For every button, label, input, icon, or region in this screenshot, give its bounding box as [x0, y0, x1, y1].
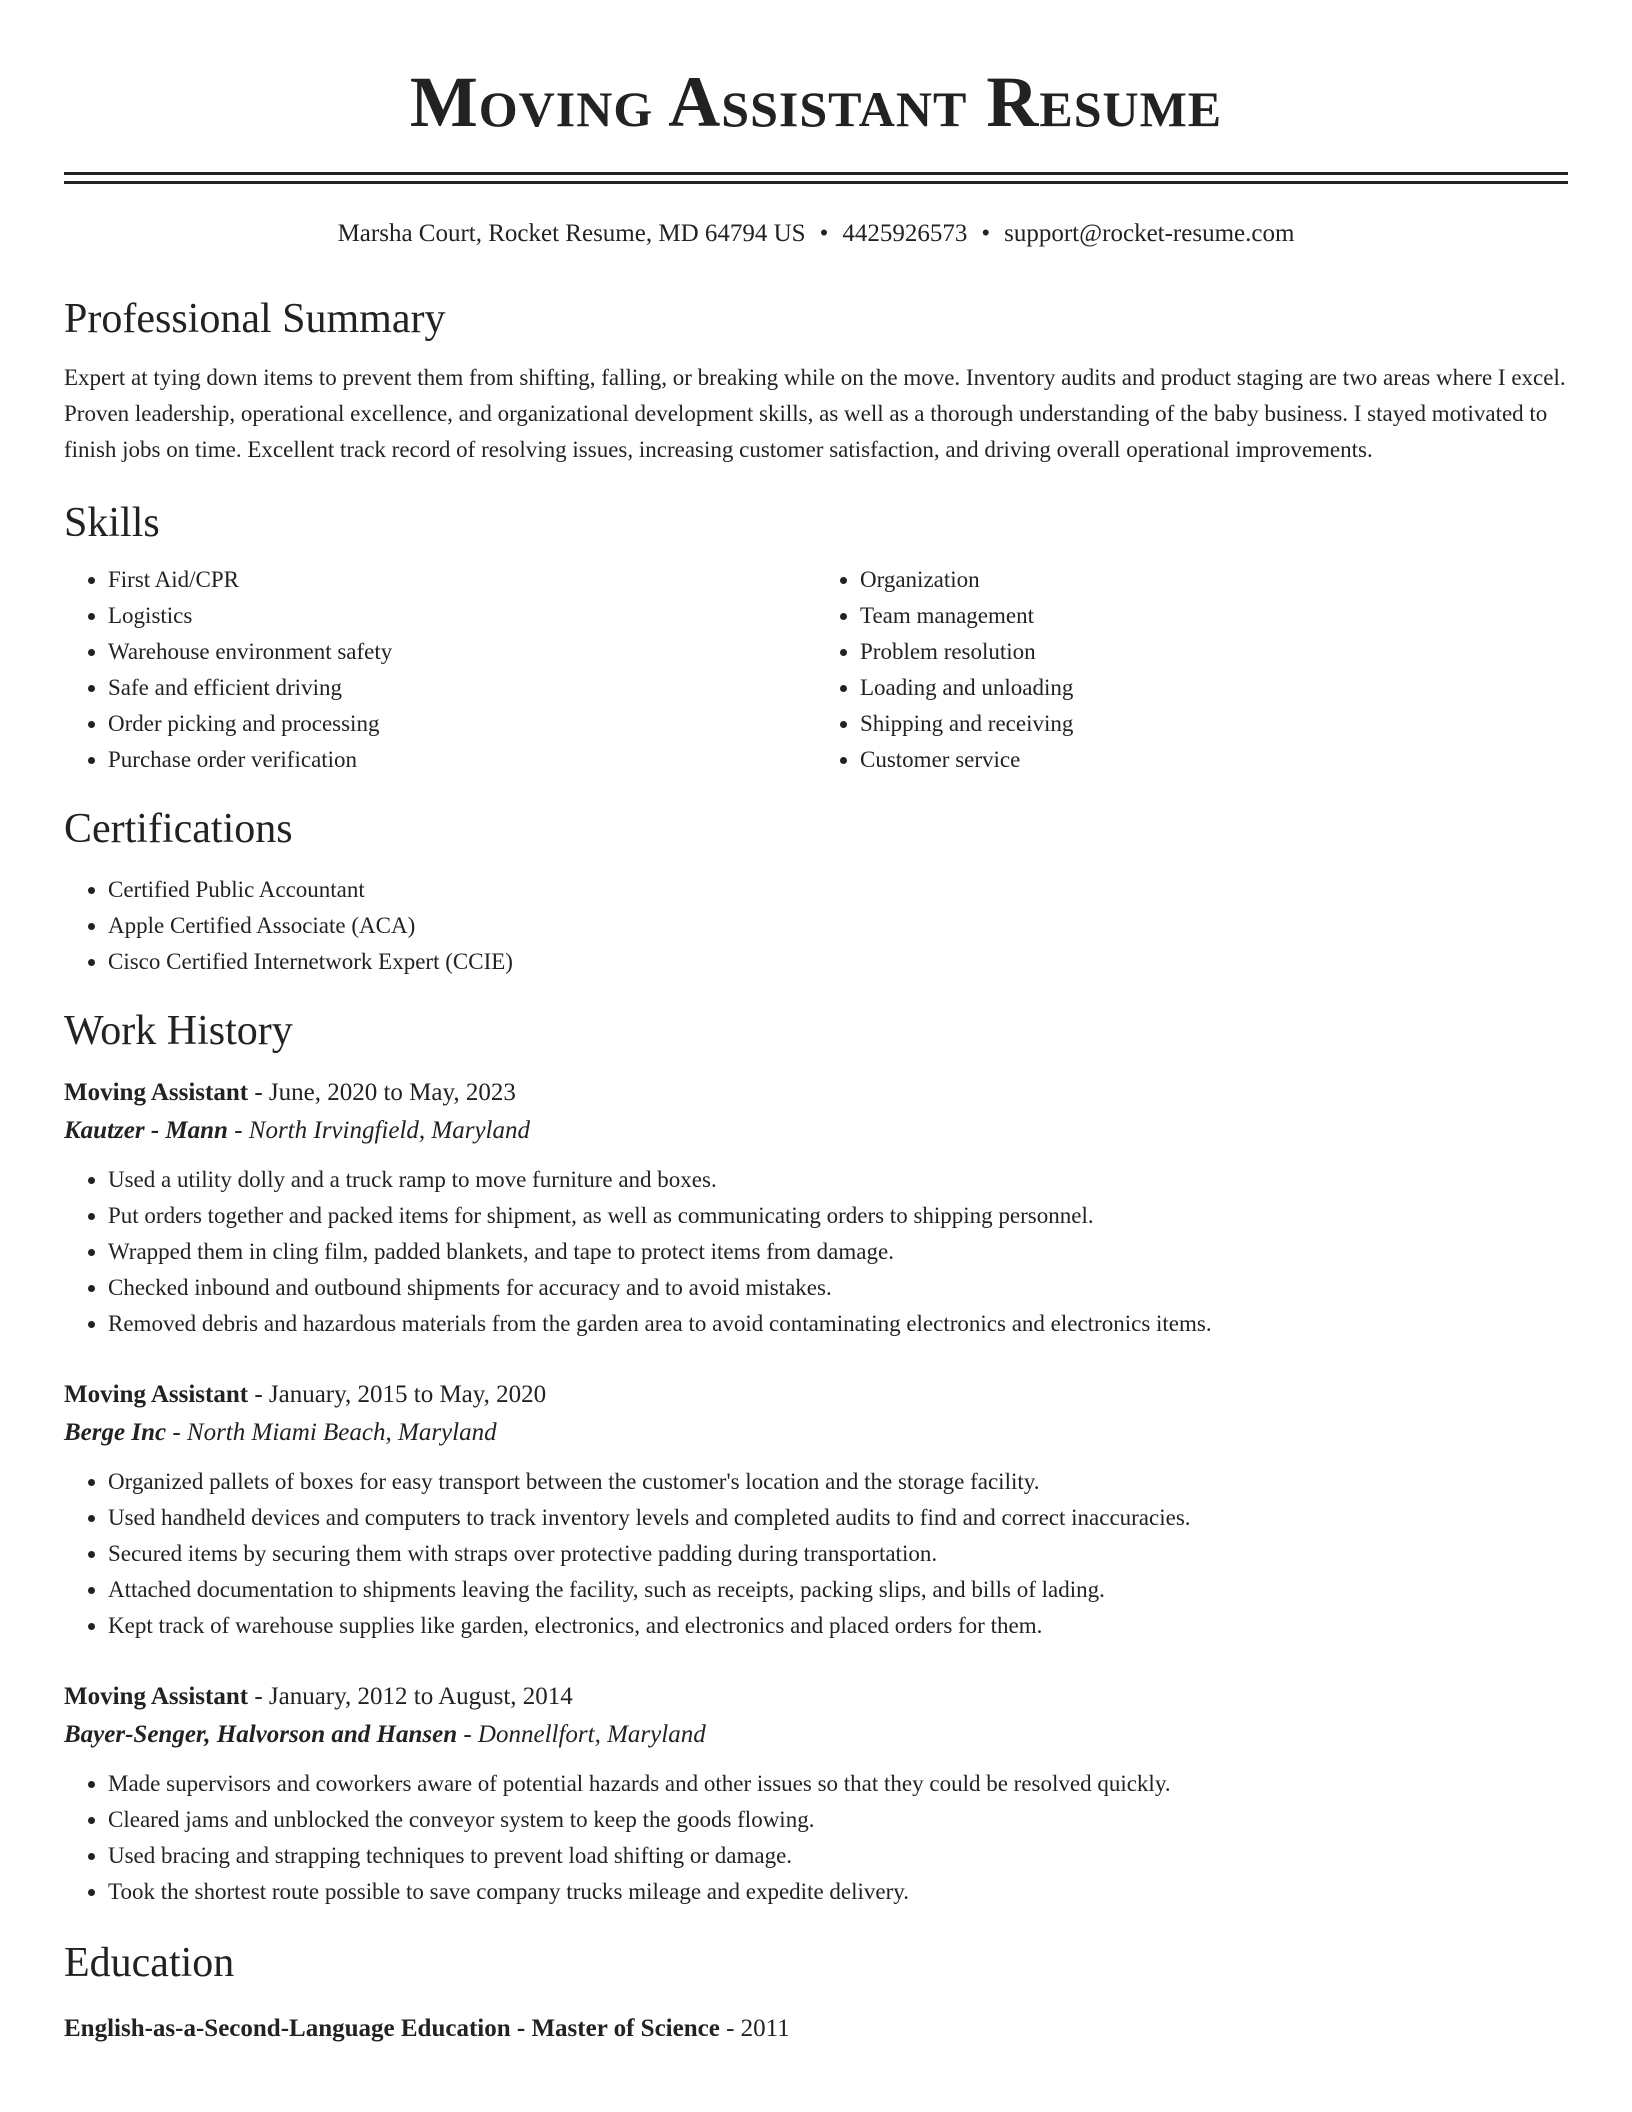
certification-item: • Cisco Certified Internetwork Expert (CCIE): [108, 944, 1568, 980]
contact-line: [64, 218, 1568, 250]
job-bullet: • Used handheld devices and computers to track inventory levels and completed audits to find and correct inaccuracies.: [108, 1500, 1568, 1536]
skill-item: • Order picking and processing: [108, 706, 816, 742]
job-entry: [64, 1376, 1568, 1644]
job-bullet: • Kept track of warehouse supplies like garden, electronics, and electronics and placed orders for them.: [108, 1608, 1568, 1644]
education-separator: -: [510, 2015, 532, 2042]
job-dates: - January, 2012 to August, 2014: [248, 1683, 573, 1710]
job-bullets: [64, 1464, 1568, 1644]
job-company-line: [64, 1414, 1568, 1452]
skill-item: • Organization: [860, 562, 1568, 598]
job-company-line: [64, 1112, 1568, 1150]
education-heading: Education: [64, 1940, 235, 1986]
skill-item: • First Aid/CPR: [108, 562, 816, 598]
job-title-line: [64, 1074, 1568, 1112]
job-bullet: • Put orders together and packed items for shipment, as well as communicating orders to shipping personnel.: [108, 1198, 1568, 1234]
job-bullet: • Used bracing and strapping techniques to prevent load shifting or damage.: [108, 1838, 1568, 1874]
job-company: Kautzer - Mann: [64, 1117, 228, 1144]
contact-phone: 4425926573: [842, 220, 968, 247]
education-field: English-as-a-Second-Language Education: [64, 2015, 511, 2042]
job-bullet: • Secured items by securing them with straps over protective padding during transportation.: [108, 1536, 1568, 1572]
job-bullets: [64, 1766, 1568, 1910]
contact-separator: •: [819, 220, 829, 247]
summary-heading: Professional Summary: [64, 296, 446, 342]
job-title: Moving Assistant: [64, 1381, 249, 1408]
page-title: Moving Assistant Resume: [409, 62, 1223, 142]
summary-text: Expert at tying down items to prevent them from shifting, falling, or breaking while on the move. Inventory audits and product staging are two areas where I excel. Proven leadership, operational excellence, and organizational development skills, as well as a thorough understanding of the baby business. I stayed motivated to finish jobs on time. Excellent track record of resolving issues, increasing customer satisfaction, and driving overall operational improvements.: [64, 365, 1566, 462]
skill-item: • Loading and unloading: [860, 670, 1568, 706]
job-location: - North Irvingfield, Maryland: [227, 1117, 531, 1144]
job-company: Berge Inc: [64, 1419, 167, 1446]
job-title: Moving Assistant: [64, 1079, 249, 1106]
contact-email: support@rocket-resume.com: [1004, 220, 1295, 247]
skills-list-left: [64, 562, 816, 778]
skill-item: • Logistics: [108, 598, 816, 634]
job-entry: [64, 1678, 1568, 1910]
job-company-line: [64, 1716, 1568, 1754]
job-bullet: • Removed debris and hazardous materials from the garden area to avoid contaminating electronics and electronics items.: [108, 1306, 1568, 1342]
certifications-list: [64, 872, 1568, 980]
job-title-line: [64, 1678, 1568, 1716]
job-bullet: • Organized pallets of boxes for easy transport between the customer's location and the storage facility.: [108, 1464, 1568, 1500]
job-bullet: • Wrapped them in cling film, padded blankets, and tape to protect items from damage.: [108, 1234, 1568, 1270]
certification-item: • Certified Public Accountant: [108, 872, 1568, 908]
contact-separator: •: [981, 220, 991, 247]
job-title: Moving Assistant: [64, 1683, 249, 1710]
skills-list-right: [816, 562, 1568, 778]
education-year: - 2011: [719, 2015, 790, 2042]
job-bullets: [64, 1162, 1568, 1342]
education-degree: Master of Science: [531, 2015, 720, 2042]
contact-address: Marsha Court, Rocket Resume, MD 64794 US: [337, 220, 806, 247]
job-company: Bayer-Senger, Halvorson and Hansen: [64, 1721, 458, 1748]
title-divider-bottom: [64, 181, 1568, 184]
job-location: - North Miami Beach, Maryland: [166, 1419, 497, 1446]
job-entry: [64, 1074, 1568, 1342]
job-location: - Donnellfort, Maryland: [457, 1721, 706, 1748]
job-dates: - January, 2015 to May, 2020: [248, 1381, 547, 1408]
skill-item: • Warehouse environment safety: [108, 634, 816, 670]
work-history-heading: Work History: [64, 1008, 293, 1054]
skill-item: • Purchase order verification: [108, 742, 816, 778]
education-entry: [64, 2010, 1568, 2048]
skill-item: • Customer service: [860, 742, 1568, 778]
skill-item: • Safe and efficient driving: [108, 670, 816, 706]
job-bullet: • Took the shortest route possible to save company trucks mileage and expedite delivery.: [108, 1874, 1568, 1910]
skill-item: • Shipping and receiving: [860, 706, 1568, 742]
job-bullet: • Cleared jams and unblocked the conveyor system to keep the goods flowing.: [108, 1802, 1568, 1838]
title-divider-top: [64, 172, 1568, 175]
job-title-line: [64, 1376, 1568, 1414]
certifications-heading: Certifications: [64, 806, 293, 852]
job-bullet: • Made supervisors and coworkers aware of potential hazards and other issues so that they could be resolved quickly.: [108, 1766, 1568, 1802]
skill-item: • Problem resolution: [860, 634, 1568, 670]
skills-heading: Skills: [64, 500, 160, 546]
job-bullet: • Used a utility dolly and a truck ramp to move furniture and boxes.: [108, 1162, 1568, 1198]
job-bullet: • Attached documentation to shipments leaving the facility, such as receipts, packing slips, and bills of lading.: [108, 1572, 1568, 1608]
job-dates: - June, 2020 to May, 2023: [248, 1079, 516, 1106]
skills-columns: [64, 562, 1568, 778]
certification-item: • Apple Certified Associate (ACA): [108, 908, 1568, 944]
job-bullet: • Checked inbound and outbound shipments for accuracy and to avoid mistakes.: [108, 1270, 1568, 1306]
skill-item: • Team management: [860, 598, 1568, 634]
